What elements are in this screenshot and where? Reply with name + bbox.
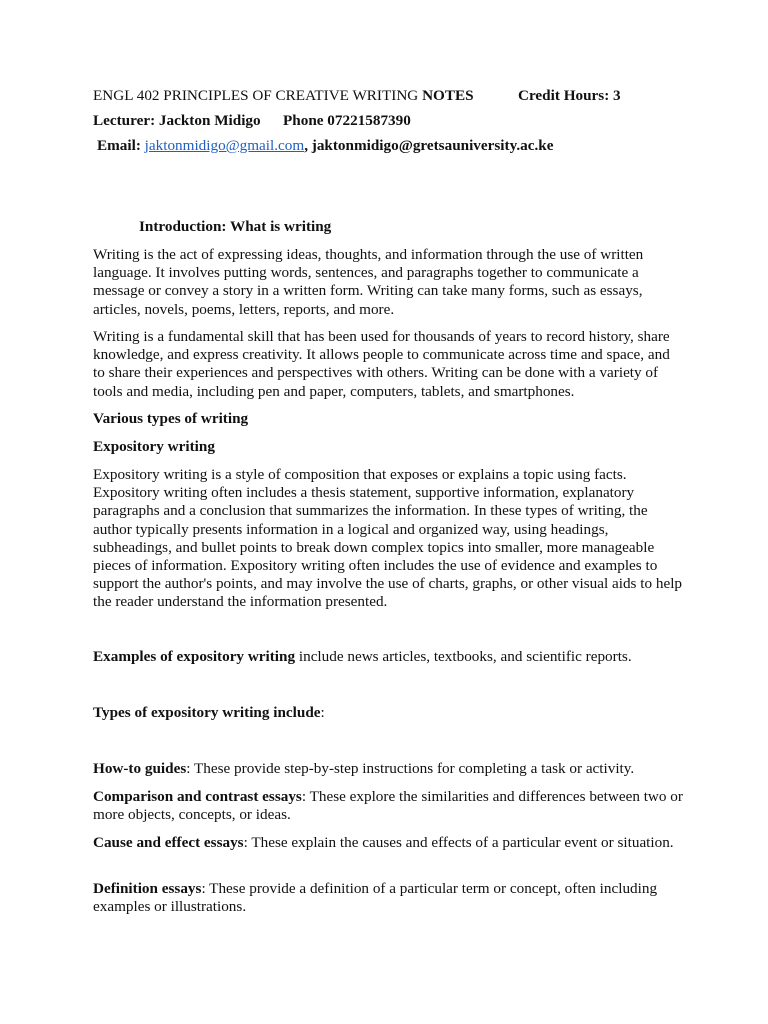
item-term: Comparison and contrast essays [93,788,302,805]
intro-heading [139,218,331,236]
examples-rest: include news articles, textbooks, and scientific reports. [295,648,632,665]
list-item [93,834,683,852]
email-label: Email: [97,137,141,154]
lecturer-name: Lecturer: Jackton Midigo [93,112,261,129]
email-university: jaktonmidigo@gretsauniversity.ac.ke [311,137,554,154]
item-term: Definition essays [93,880,202,897]
lecturer-phone: Phone 07221587390 [283,112,411,129]
intro-heading-text: Introduction: What is writing [139,218,332,235]
intro-paragraph-2: Writing is a fundamental skill that has been used for thousands of years to record history, share knowledge, and express creativity. It allows people to communicate across time and space, and to share their experiences and perspectives with others. Writing can be done with a variety of tools and media, including pen and paper, computers, tablets, and smartphones. [93,328,670,400]
course-title: ENGL 402 PRINCIPLES OF CREATIVE WRITING [93,87,419,104]
email-line [97,137,553,155]
expository-heading-text: Expository writing [93,438,215,455]
item-term: How-to guides [93,760,187,777]
examples-bold: Examples of expository writing [93,648,296,665]
item-desc: : These explore the similarities and differences between two or more objects, concepts, or ideas. [93,788,683,824]
notes-label: NOTES [422,87,474,104]
email-link-gmail[interactable]: jaktonmidigo@gmail.com [144,137,305,154]
types-include-bold: Types of expository writing include [93,704,321,721]
course-title-line [93,87,621,105]
list-item [93,788,683,824]
expository-heading [93,438,215,456]
item-desc: : These provide step-by-step instructions for completing a task or activity. [186,760,635,777]
lecturer-line [93,112,411,130]
types-heading-text: Various types of writing [93,410,249,427]
list-item [93,880,683,916]
list-item [93,760,683,778]
email-separator: , [304,137,308,154]
item-desc: : These provide a definition of a particular term or concept, often including examples or illustrations. [93,880,658,916]
expository-paragraph: Expository writing is a style of composition that exposes or explains a topic using facts. Expository writing often includes a thesis statement, supportive information, explanatory paragraphs and a conclusion that summarizes the information. In these types of writing, the author typically presents information in a logical and organized way, using headings, subheadings, and bullet points to break down complex topics into smaller, more manageable pieces of information. Expository writing often includes the use of evidence and examples to support the author's points, and may involve the use of charts, graphs, or other visual aids to help the reader understand the information presented. [93,466,683,611]
examples-line [93,648,632,666]
types-include-line [93,704,325,722]
item-term: Cause and effect essays [93,834,244,851]
item-desc: : These explain the causes and effects of a particular event or situation. [243,834,674,851]
intro-paragraph-1: Writing is the act of expressing ideas, thoughts, and information through the use of written language. It involves putting words, sentences, and paragraphs together to communicate a message or convey a story in a written form. Writing can take many forms, such as essays, articles, novels, poems, letters, reports, and more. [93,246,644,318]
credit-hours: Credit Hours: 3 [518,87,621,104]
types-include-rest: : [320,704,325,721]
types-heading [93,410,248,428]
